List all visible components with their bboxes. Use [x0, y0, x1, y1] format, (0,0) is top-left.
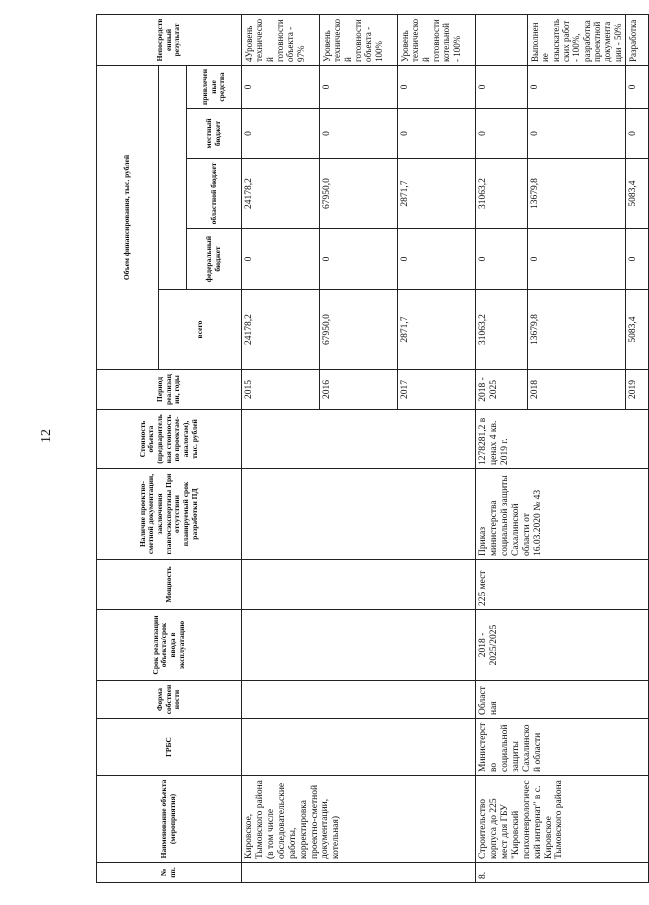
cell-local: 0 [242, 109, 320, 159]
cell-federal: 0 [476, 229, 528, 290]
cell-name: Строительство корпуса до 225 мест для ГБУ "Кировский психоневрологический интернат" в с. Кировское Тымовского района [476, 776, 649, 863]
header-no: № пп. [97, 863, 242, 883]
cell-period: 2015 [242, 370, 320, 410]
cell-period: 2019 [626, 370, 649, 410]
cell-federal: 0 [242, 229, 320, 290]
cell-attracted: 0 [398, 65, 476, 108]
header-attracted: привлеченные средства [187, 65, 242, 108]
header-documentation: Наличие проектно-сметной документации, заключения главгосэкспертизы При отсутствии планируемый срок разработки ПД [97, 469, 242, 560]
cell-local: 0 [528, 109, 626, 159]
cell-period: 2018 - 2025 [476, 370, 528, 410]
cell-federal: 0 [626, 229, 649, 290]
header-grbs: ГРБС [97, 719, 242, 776]
header-spacer [159, 65, 187, 289]
header-total: всего [159, 290, 242, 370]
header-regional: областной бюджет [187, 159, 242, 229]
table-row [476, 14, 528, 882]
header-name: Наименование объекта (мероприятия) [97, 776, 242, 863]
cell-local: 0 [626, 109, 649, 159]
cell-regional: 24178,2 [242, 159, 320, 229]
cell-regional: 31063,2 [476, 159, 528, 229]
cell-total: 24178,2 [242, 290, 320, 370]
cell-total: 2871,7 [398, 290, 476, 370]
cell-total: 5083,4 [626, 290, 649, 370]
cell-federal: 0 [320, 229, 398, 290]
cell-attracted: 0 [626, 65, 649, 108]
cell-no [242, 863, 476, 883]
header-local: местный бюджет [187, 109, 242, 159]
cell-result: Уровень технической готовности котельной - 100% [398, 14, 476, 65]
cell-capacity [242, 560, 476, 610]
cell-deadline [242, 610, 476, 681]
cell-federal: 0 [398, 229, 476, 290]
header-cost: Стоимость объекта (предварительная стоимость по проектам-аналогам), тыс. рублей [97, 410, 242, 469]
cell-cost: 1278281,2 в ценах 4 кв. 2019 г. [476, 410, 649, 469]
cell-result [476, 14, 528, 65]
cell-ownership: Областная [476, 681, 649, 719]
cell-documentation: Приказ министерства социальной защиты Сахалинской области от 16.03.2020 № 43 [476, 469, 649, 560]
cell-attracted: 0 [242, 65, 320, 108]
cell-total: 67950,0 [320, 290, 398, 370]
cell-capacity: 225 мест [476, 560, 649, 610]
rotated-table-container [96, 15, 639, 883]
header-period: Период реализации, годы [97, 370, 242, 410]
header-result: Непосредственный результат [97, 14, 242, 65]
header-federal: федеральный бюджет [187, 229, 242, 290]
cell-regional: 5083,4 [626, 159, 649, 229]
cell-attracted: 0 [528, 65, 626, 108]
cell-result: Разработка [626, 14, 649, 65]
cell-result: 4Уровень технической готовности объекта - 97% [242, 14, 320, 65]
header-capacity: Мощность [97, 560, 242, 610]
cell-result: Уровень технической готовности объекта - 100% [320, 14, 398, 65]
table-row [242, 14, 320, 882]
cell-regional: 67950,0 [320, 159, 398, 229]
cell-attracted: 0 [476, 65, 528, 108]
cell-period: 2016 [320, 370, 398, 410]
cell-local: 0 [320, 109, 398, 159]
cell-period: 2018 [528, 370, 626, 410]
cell-total: 13679,8 [528, 290, 626, 370]
cell-deadline: 2018 - 2025/2025 [476, 610, 649, 681]
cell-grbs: Министерство социальной защиты Сахалинской области [476, 719, 649, 776]
cell-local: 0 [476, 109, 528, 159]
cell-attracted: 0 [320, 65, 398, 108]
cell-name: Кировское, Тымовского района (в том числе обследовательские работы, корректировка проектно-сметной документации, котельная) [242, 776, 476, 863]
cell-total: 31063,2 [476, 290, 528, 370]
cell-grbs [242, 719, 476, 776]
cell-result: Выполнение изыскательских работ - 100%, разработка проектной документации - 50% [528, 14, 626, 65]
cell-federal: 0 [528, 229, 626, 290]
cell-cost [242, 410, 476, 469]
page-number: 12 [39, 429, 54, 443]
cell-local: 0 [398, 109, 476, 159]
header-ownership: Форма собственности [97, 681, 242, 719]
cell-period: 2017 [398, 370, 476, 410]
cell-regional: 2871,7 [398, 159, 476, 229]
cell-documentation [242, 469, 476, 560]
cell-ownership [242, 681, 476, 719]
financing-table [96, 14, 649, 883]
header-deadline: Срок реализации объекта/срок ввода в эксплуатацию [97, 610, 242, 681]
cell-no: 8. [476, 863, 649, 883]
cell-regional: 13679,8 [528, 159, 626, 229]
header-financing-group: Объем финансирования, тыс. рублей [97, 65, 159, 369]
